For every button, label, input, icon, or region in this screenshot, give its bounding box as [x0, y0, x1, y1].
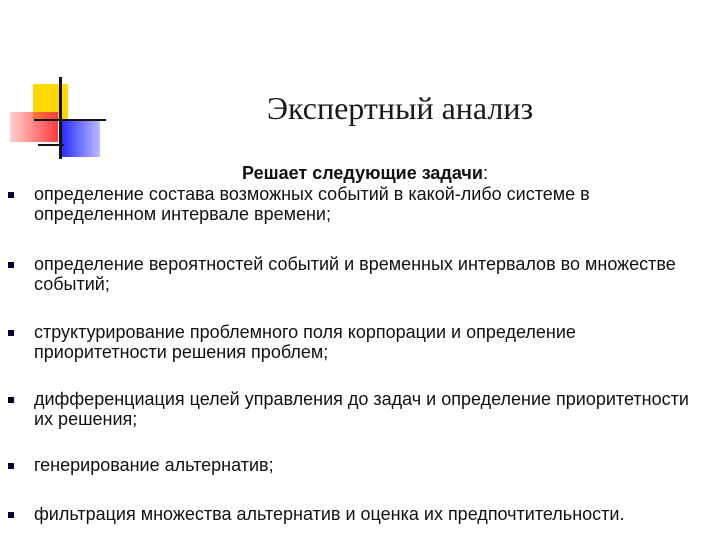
logo-horizontal-line	[34, 119, 106, 121]
list-item-text: фильтрация множества альтернатив и оценка их предпочтительности.	[34, 504, 625, 524]
list-item-text: структурирование проблемного поля корпорации и определение приоритетности решения проблем;	[34, 322, 576, 362]
logo-vertical-line	[59, 77, 62, 159]
bullet-square-icon	[8, 397, 14, 403]
subtitle-suffix: :	[482, 163, 488, 183]
list-item-text: генерирование альтернатив;	[34, 455, 274, 475]
list-item-text: дифференциация целей управления до задач и определение приоритетности их решения;	[34, 389, 689, 429]
logo-blue-square	[60, 119, 100, 157]
bullet-square-icon	[8, 192, 14, 198]
list-item-text: определение состава возможных событий в какой-либо системе в определенном интервале времени;	[34, 184, 590, 224]
bullet-square-icon	[8, 463, 14, 469]
bullet-square-icon	[8, 330, 14, 336]
bullet-square-icon	[8, 512, 14, 518]
list-item-text: определение вероятностей событий и временных интервалов во множестве событий;	[34, 254, 676, 294]
slide-title: Экспертный анализ	[266, 90, 534, 126]
bullet-square-icon	[8, 262, 14, 268]
slide-subtitle	[150, 162, 580, 184]
logo-short-line	[38, 144, 64, 146]
logo-red-square	[10, 112, 58, 142]
decorative-logo-icon	[0, 0, 110, 170]
subtitle-bold: Решает следующие задачи	[242, 163, 483, 183]
